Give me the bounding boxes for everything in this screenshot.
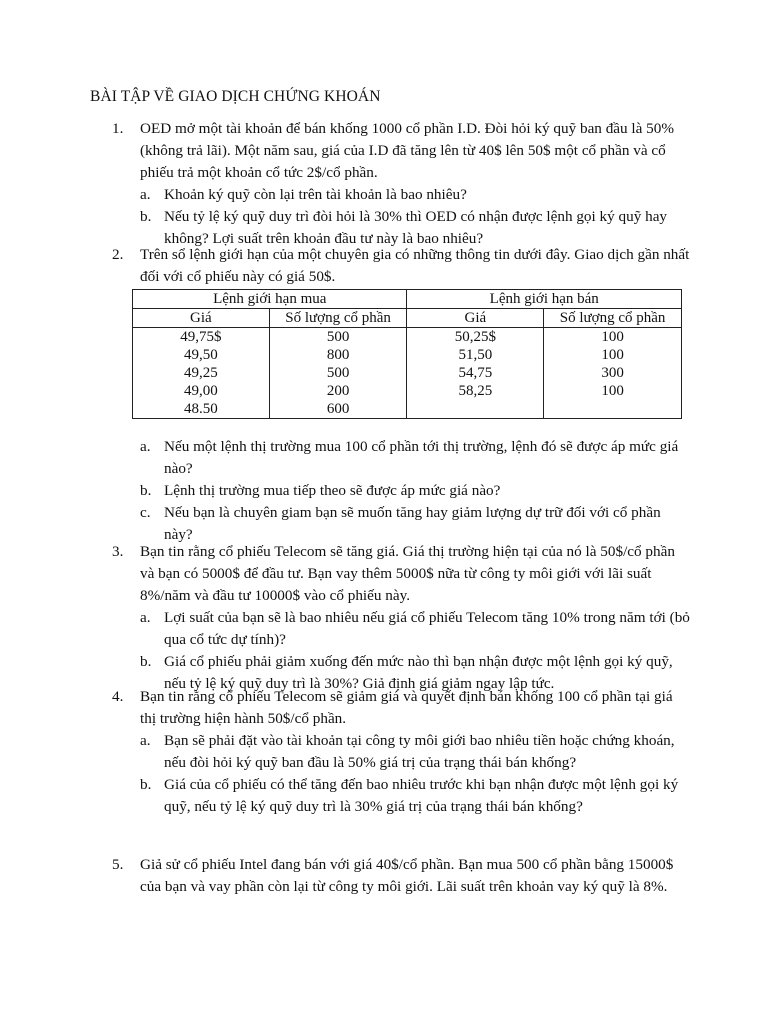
buy-limit-header: Lệnh giới hạn mua [133,290,407,309]
sell-quantity-cell: 100 [544,346,682,364]
question-number: 3. [112,543,124,560]
subquestion-b [140,774,692,818]
sell-price-cell: 54,75 [407,364,544,382]
question-4 [112,686,692,818]
column-header-sell-price: Giá [407,309,544,328]
sell-price-cell: 51,50 [407,346,544,364]
subquestion-text: Khoản ký quỹ còn lại trên tài khoản là bao nhiêu? [164,186,467,203]
subquestion-label: a. [140,609,151,626]
column-header-buy-price: Giá [133,309,270,328]
question-text: Giả sử cổ phiếu Intel đang bán với giá 40$/cổ phần. Bạn mua 500 cổ phần bằng 15000$ của bạn và vay phần còn lại từ công ty môi giới. Lãi suất trên khoản vay ký quỹ là 8%. [140,856,674,895]
sell-quantity-cell: 100 [544,328,682,347]
question-number: 2. [112,246,124,263]
subquestion-a [140,436,692,480]
subquestion-text: Bạn sẽ phải đặt vào tài khoản tại công ty môi giới bao nhiêu tiền hoặc chứng khoán, nếu đòi hỏi ký quỹ ban đầu là 50% giá trị của trạng thái bán khống? [164,732,675,771]
sell-quantity-cell [544,400,682,419]
buy-quantity-cell: 500 [269,364,407,382]
table-row [133,346,682,364]
subquestion-text: Nếu tỷ lệ ký quỹ duy trì đòi hỏi là 30% thì OED có nhận được lệnh gọi ký quỹ hay không? Lợi suất trên khoản đầu tư này là bao nhiêu? [164,208,668,247]
question-number: 4. [112,688,124,705]
subquestion-c [140,502,692,546]
sell-quantity-cell: 300 [544,364,682,382]
question-3 [112,541,692,695]
subquestion-label: b. [140,653,152,670]
question-text: Bạn tin rằng cổ phiếu Telecom sẽ giảm giá và quyết định bán khống 100 cổ phần tại giá thị trường hiện hành 50$/cổ phần. [140,688,673,727]
subquestion-text: Giá cổ phiếu phải giảm xuống đến mức nào thì bạn nhận được một lệnh gọi ký quỹ, nếu tỷ lệ ký quỹ duy trì là 30%? Giả định giá giảm ngay lập tức. [164,653,673,692]
sell-quantity-cell: 100 [544,382,682,400]
question-text: Trên sổ lệnh giới hạn của một chuyên gia có những thông tin dưới đây. Giao dịch gần nhất đối với cổ phiếu này có giá 50$. [140,246,690,285]
subquestion-label: a. [140,438,151,455]
question-2 [112,244,692,288]
subquestion-label: a. [140,186,151,203]
question-number: 1. [112,120,124,137]
subquestion-text: Lợi suất của bạn sẽ là bao nhiêu nếu giá cổ phiếu Telecom tăng 10% trong năm tới (bỏ qua cổ tức dự tính)? [164,609,690,648]
subquestion-a [140,184,692,206]
sell-price-cell: 50,25$ [407,328,544,347]
table-row [133,328,682,347]
question-5 [112,854,692,898]
sell-limit-header: Lệnh giới hạn bán [407,290,682,309]
subquestion-text: Lệnh thị trường mua tiếp theo sẽ được áp mức giá nào? [164,482,501,499]
column-header-buy-quantity: Số lượng cổ phần [269,309,407,328]
subquestion-label: b. [140,482,152,499]
document-title: BÀI TẬP VỀ GIAO DỊCH CHỨNG KHOÁN [90,88,381,105]
table-row [133,364,682,382]
subquestion-a [140,730,692,774]
subquestion-text: Giá của cổ phiếu có thể tăng đến bao nhiêu trước khi bạn nhận được một lệnh gọi ký quỹ, nếu tỷ lệ ký quỹ duy trì là 30% giá trị của trạng thái bán khống? [164,776,679,815]
sell-price-cell: 58,25 [407,382,544,400]
question-text: Bạn tin rằng cổ phiếu Telecom sẽ tăng giá. Giá thị trường hiện tại của nó là 50$/cổ phần và bạn có 5000$ để đầu tư. Bạn vay thêm 5000$ nữa từ công ty môi giới với lãi suất 8%/năm và đầu tư 10000$ vào cổ phiếu này. [140,543,675,604]
subquestion-b [140,480,692,502]
subquestion-text: Nếu một lệnh thị trường mua 100 cổ phần tới thị trường, lệnh đó sẽ được áp mức giá nào? [164,438,679,477]
question-number: 5. [112,856,124,873]
sell-price-cell [407,400,544,419]
buy-quantity-cell: 200 [269,382,407,400]
subquestion-label: c. [140,504,151,521]
subquestion-a [140,607,692,651]
subquestion-label: a. [140,732,151,749]
table-row [133,382,682,400]
table-row [133,400,682,419]
buy-price-cell: 48.50 [133,400,270,419]
buy-price-cell: 49,00 [133,382,270,400]
subquestion-text: Nếu bạn là chuyên giam bạn sẽ muốn tăng hay giảm lượng dự trữ đối với cổ phần này? [164,504,661,543]
question-2-subquestions [112,436,692,546]
subquestion-label: b. [140,776,152,793]
column-header-sell-quantity: Số lượng cổ phần [544,309,682,328]
buy-price-cell: 49,25 [133,364,270,382]
buy-price-cell: 49,50 [133,346,270,364]
subquestion-label: b. [140,208,152,225]
buy-quantity-cell: 600 [269,400,407,419]
question-1 [112,118,692,250]
question-text: OED mở một tài khoản để bán khống 1000 cổ phần I.D. Đòi hỏi ký quỹ ban đầu là 50% (không trả lãi). Một năm sau, giá của I.D đã tăng lên từ 40$ lên 50$ một cổ phần và cổ phiếu trả một khoản cổ tức 2$/cổ phần. [140,120,675,181]
buy-price-cell: 49,75$ [133,328,270,347]
buy-quantity-cell: 800 [269,346,407,364]
limit-order-book-table [132,289,682,419]
buy-quantity-cell: 500 [269,328,407,347]
